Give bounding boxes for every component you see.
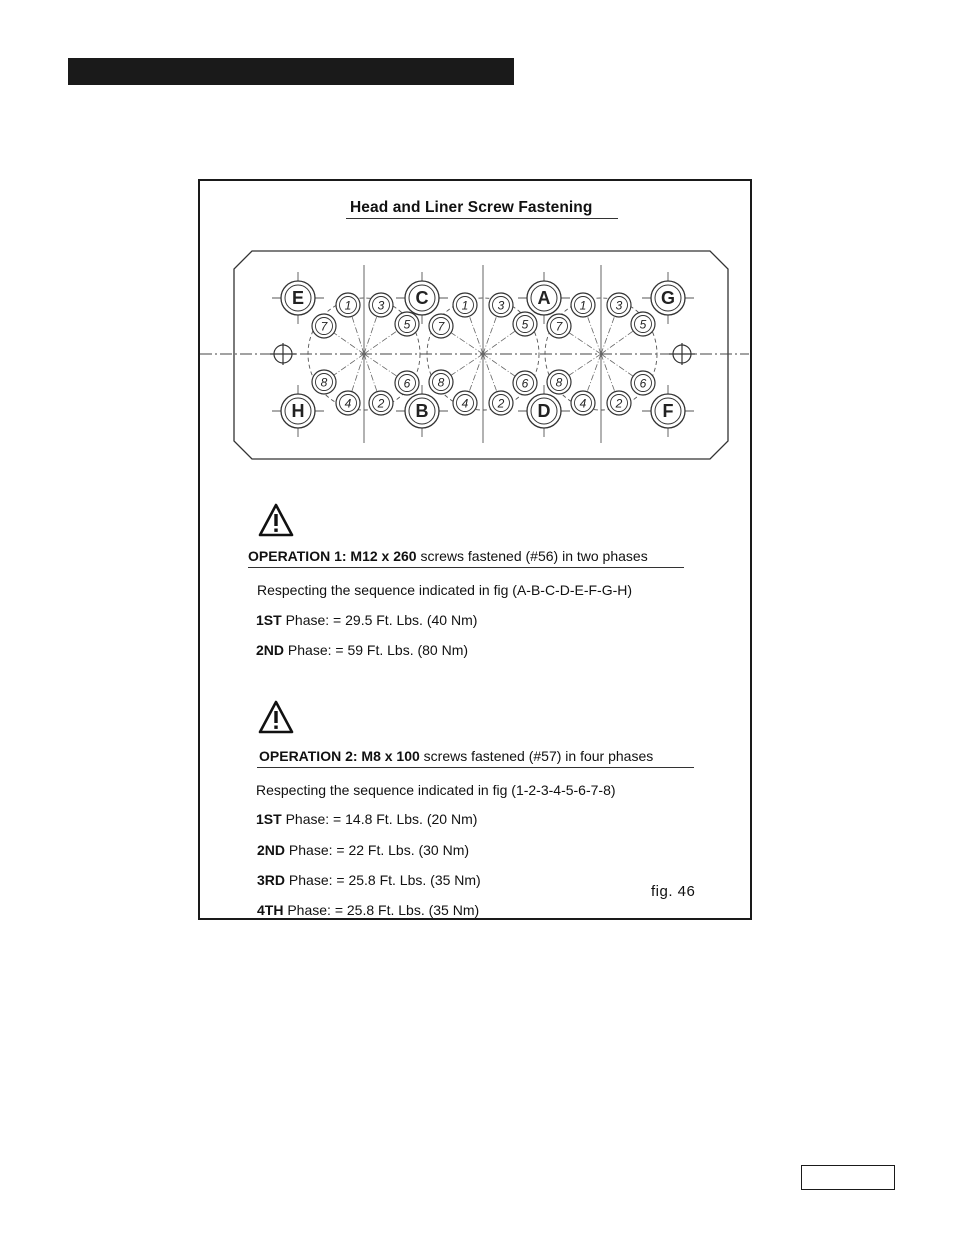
svg-text:1: 1 bbox=[461, 298, 469, 313]
warning-triangle-icon bbox=[258, 503, 294, 537]
svg-text:7: 7 bbox=[555, 319, 563, 334]
svg-text:1: 1 bbox=[579, 298, 587, 313]
svg-text:1: 1 bbox=[344, 298, 352, 313]
svg-text:8: 8 bbox=[320, 375, 328, 390]
screw-5 bbox=[395, 312, 419, 336]
warning-triangle-icon bbox=[258, 700, 294, 734]
svg-text:4: 4 bbox=[344, 396, 352, 411]
svg-text:2: 2 bbox=[615, 396, 623, 411]
operation2-underline bbox=[257, 767, 694, 768]
screw-7 bbox=[547, 314, 571, 338]
svg-text:2: 2 bbox=[497, 396, 505, 411]
svg-text:6: 6 bbox=[521, 376, 529, 391]
operation2-phase2: 2ND Phase: = 22 Ft. Lbs. (30 Nm) bbox=[257, 842, 470, 858]
svg-text:6: 6 bbox=[403, 376, 411, 391]
screw-8 bbox=[547, 370, 571, 394]
operation2-phase3: 3RD Phase: = 25.8 Ft. Lbs. (35 Nm) bbox=[257, 872, 481, 888]
screw-5 bbox=[513, 312, 537, 336]
operation2-title: OPERATION 2: M8 x 100 screws fastened (#57) in four phases bbox=[259, 748, 654, 764]
operation1-title: OPERATION 1: M12 x 260 screws fastened (#56) in two phases bbox=[248, 548, 648, 564]
screw-4 bbox=[453, 391, 477, 415]
operation1-sequence: Respecting the sequence indicated in fig (A-B-C-D-E-F-G-H) bbox=[257, 582, 633, 598]
svg-text:5: 5 bbox=[639, 317, 647, 332]
screw-8 bbox=[312, 370, 336, 394]
screw-1 bbox=[453, 293, 477, 317]
screw-3 bbox=[489, 293, 513, 317]
cylinder-head-diagram bbox=[200, 181, 749, 471]
svg-text:C: C bbox=[415, 288, 429, 308]
screw-1 bbox=[571, 293, 595, 317]
svg-text:4: 4 bbox=[461, 396, 469, 411]
svg-text:H: H bbox=[291, 401, 305, 421]
svg-text:8: 8 bbox=[555, 375, 563, 390]
svg-text:D: D bbox=[537, 401, 551, 421]
screw-5 bbox=[631, 312, 655, 336]
operation1-phase1: 1ST Phase: = 29.5 Ft. Lbs. (40 Nm) bbox=[256, 612, 478, 628]
svg-text:B: B bbox=[415, 401, 429, 421]
operation1-underline bbox=[248, 567, 684, 568]
svg-text:A: A bbox=[537, 288, 551, 308]
operation1-phase2: 2ND Phase: = 59 Ft. Lbs. (80 Nm) bbox=[256, 642, 469, 658]
svg-text:7: 7 bbox=[437, 319, 445, 334]
svg-text:5: 5 bbox=[521, 317, 529, 332]
screw-7 bbox=[312, 314, 336, 338]
svg-text:7: 7 bbox=[320, 319, 328, 334]
screw-6 bbox=[631, 371, 655, 395]
figure-panel bbox=[198, 179, 752, 920]
operation2-phase1: 1ST Phase: = 14.8 Ft. Lbs. (20 Nm) bbox=[256, 811, 478, 827]
page-number-box bbox=[801, 1165, 895, 1190]
screw-3 bbox=[607, 293, 631, 317]
screw-2 bbox=[369, 391, 393, 415]
screw-8 bbox=[429, 370, 453, 394]
svg-text:3: 3 bbox=[615, 298, 623, 313]
screw-6 bbox=[395, 371, 419, 395]
screw-1 bbox=[336, 293, 360, 317]
screw-3 bbox=[369, 293, 393, 317]
screw-2 bbox=[607, 391, 631, 415]
svg-text:F: F bbox=[662, 401, 674, 421]
figure-title: Head and Liner Screw Fastening bbox=[350, 199, 593, 216]
screw-7 bbox=[429, 314, 453, 338]
operation2-sequence: Respecting the sequence indicated in fig (1-2-3-4-5-6-7-8) bbox=[256, 782, 616, 798]
section-header-bar bbox=[68, 58, 514, 85]
svg-text:3: 3 bbox=[497, 298, 505, 313]
bolt-H bbox=[272, 385, 324, 437]
screw-2 bbox=[489, 391, 513, 415]
svg-text:6: 6 bbox=[639, 376, 647, 391]
svg-text:E: E bbox=[291, 288, 305, 308]
figure-label: fig. 46 bbox=[651, 883, 696, 900]
svg-text:8: 8 bbox=[437, 375, 445, 390]
operation2-phase4: 4TH Phase: = 25.8 Ft. Lbs. (35 Nm) bbox=[257, 902, 480, 918]
screw-4 bbox=[571, 391, 595, 415]
svg-text:5: 5 bbox=[403, 317, 411, 332]
svg-text:4: 4 bbox=[579, 396, 587, 411]
svg-text:2: 2 bbox=[377, 396, 385, 411]
svg-text:3: 3 bbox=[377, 298, 385, 313]
screw-4 bbox=[336, 391, 360, 415]
screw-6 bbox=[513, 371, 537, 395]
svg-text:G: G bbox=[660, 288, 676, 308]
